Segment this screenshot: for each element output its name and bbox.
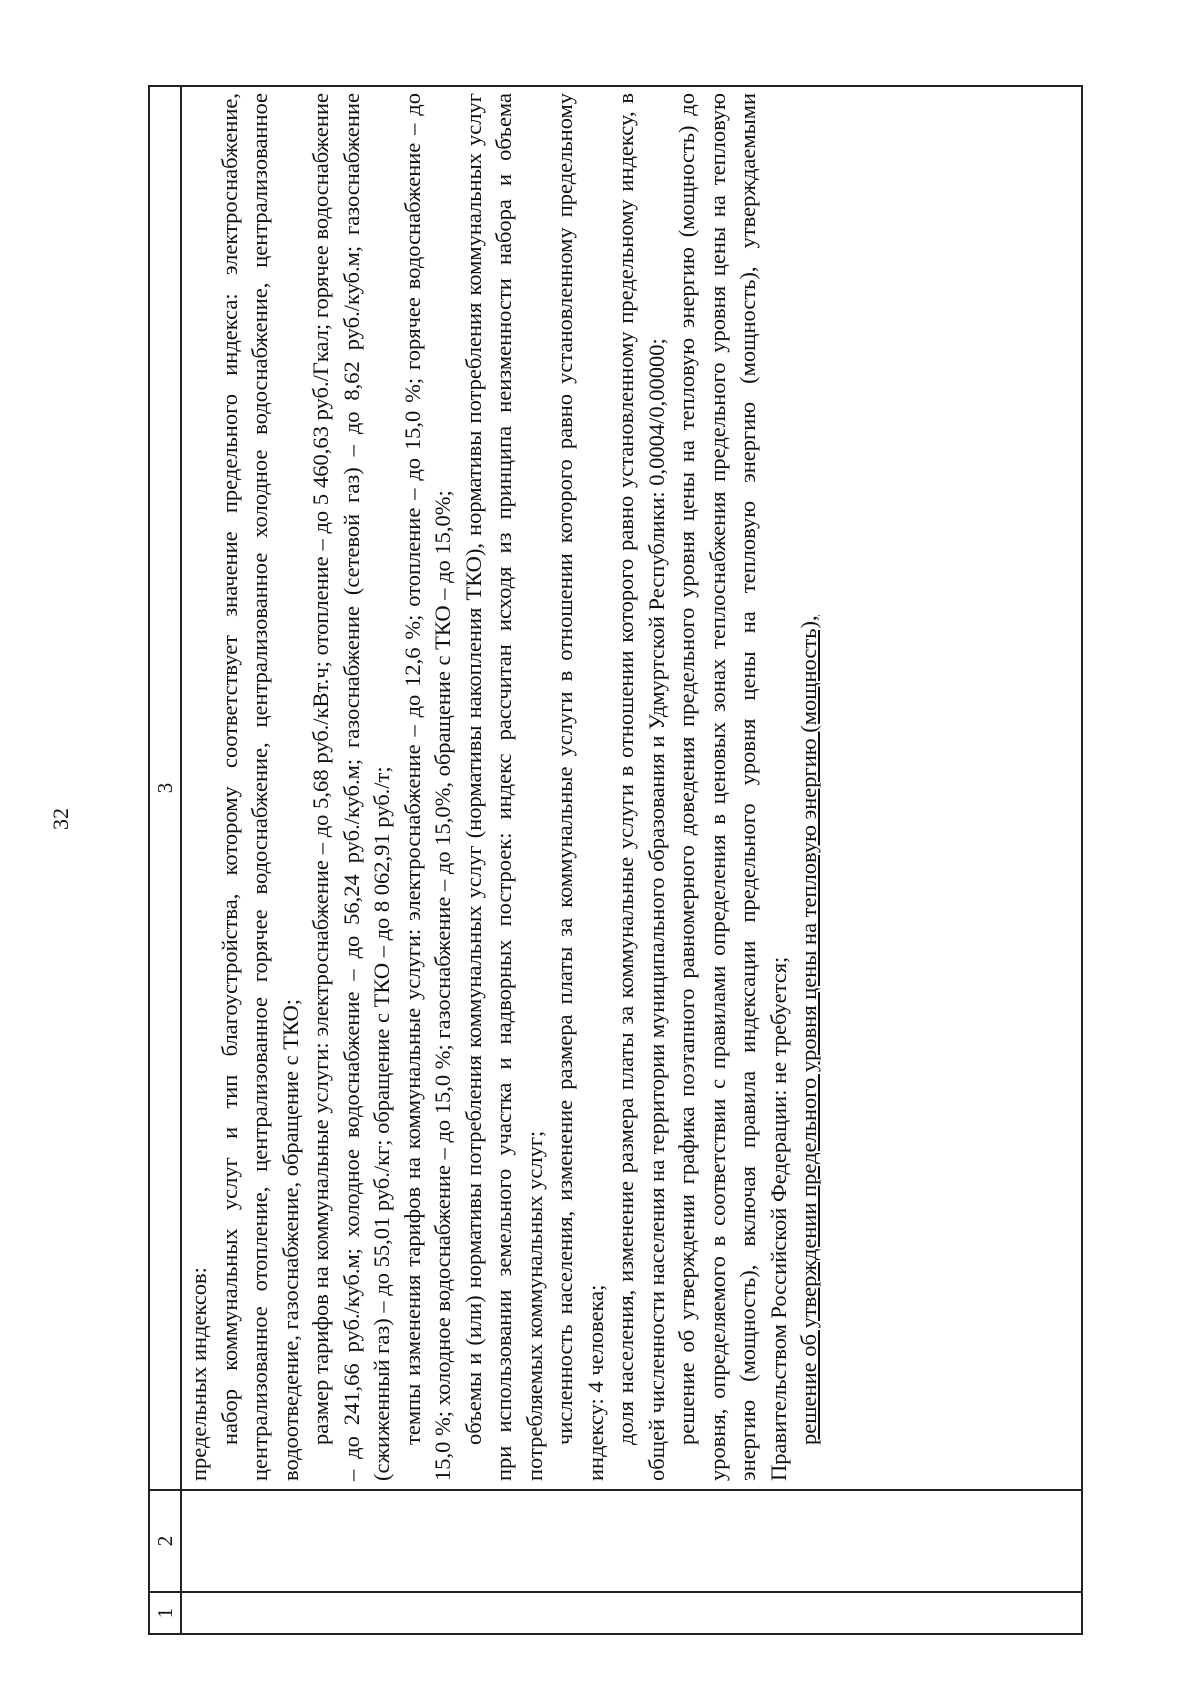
header-col-2: 2 bbox=[149, 1490, 181, 1592]
paragraph: предельных индексов: bbox=[186, 1267, 211, 1481]
paragraph: набор коммунальных услуг и тип благоустройства, которому соответствует значение предельного индекса: электроснабжение, централизованное отопление, централизованное горячее водоснабжение, централизованное холодное водоснабжение, централизованное водоотведение, газоснабжение, обращение с ТКО; bbox=[216, 93, 303, 1481]
paragraph: решение об утверждении предельного уровня цены на тепловую энергию (мощность), bbox=[796, 615, 821, 1445]
header-col-1: 1 bbox=[149, 1592, 181, 1634]
document-table bbox=[148, 85, 1083, 1635]
body-cell-3 bbox=[181, 86, 1082, 1490]
header-col-3: 3 bbox=[149, 86, 181, 1490]
table-header-row bbox=[149, 86, 181, 1634]
paragraph: решение об утверждении графика поэтапного равномерного доведения предельного уровня цены на тепловую энергию (мощность) до уровня, определяемого в соответствии с правилами определения в ценовых зонах теплоснабжения предельного уровня цены на тепловую энергию (мощность), включая правила индексации предельного уровня цены на тепловую энергию (мощность), утверждаемыми Правительством Российской Федерации: не требуется; bbox=[674, 93, 791, 1481]
rotated-table-frame bbox=[148, 85, 1083, 1635]
paragraph: численность населения, изменение размера платы за коммунальные услуги в отношении которого равно установленному предельному индексу: 4 человека; bbox=[552, 93, 608, 1481]
paragraph: объемы и (или) нормативы потребления коммунальных услуг (нормативы накопления ТКО), нормативы потребления коммунальных услуг при использовании земельного участка и надворных построек: индекс рассчитан исходя из принципа неизменности набора и объема потребляемых коммунальных услуг; bbox=[460, 93, 547, 1481]
table-body-row bbox=[181, 86, 1082, 1634]
body-cell-1 bbox=[181, 1592, 1082, 1634]
body-cell-2 bbox=[181, 1490, 1082, 1592]
page-number: 32 bbox=[48, 808, 73, 830]
paragraph: размер тарифов на коммунальные услуги: электроснабжение – до 5,68 руб./кВт.ч; отопление – до 5 460,63 руб./Гкал; горячее водоснабжение – до 241,66 руб./куб.м; холодное водоснабжение – до 56,24 руб./куб.м; газоснабжение (сетевой газ) – до 8,62 руб./куб.м; газоснабжение (сжиженный газ) – до 55,01 руб./кг; обращение с ТКО – до 8 062,91 руб./т; bbox=[308, 93, 394, 1481]
cell-3-content bbox=[182, 87, 825, 1489]
paragraph: темпы изменения тарифов на коммунальные услуги: электроснабжение – до 12,6 %; отопление – до 15,0 %; горячее водоснабжение – до 15,0 %; холодное водоснабжение – до 15,0 %; газоснабжение – до 15,0%, обращение с ТКО – до 15,0%; bbox=[399, 93, 455, 1481]
paragraph: доля населения, изменение размера платы за коммунальные услуги в отношении которого равно установленному предельному индексу, в общей численности населения на территории муниципального образования и Удмуртской Республики: 0,0004/0,00000; bbox=[613, 93, 669, 1481]
